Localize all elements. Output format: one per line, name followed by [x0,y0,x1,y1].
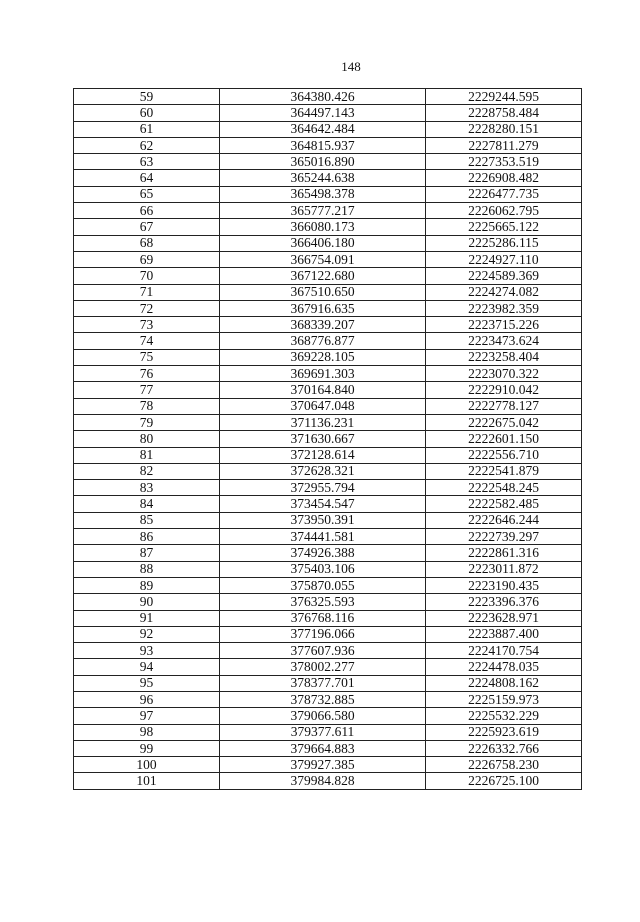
table-row [74,186,582,202]
y-coordinate-cell: 2226332.766 [426,740,582,756]
point-number-cell: 75 [74,349,220,365]
point-number-cell: 101 [74,773,220,789]
table-row [74,626,582,642]
table-row [74,349,582,365]
point-number-cell: 99 [74,740,220,756]
x-coordinate-cell: 364497.143 [220,105,426,121]
point-number-cell: 69 [74,251,220,267]
x-coordinate-cell: 378002.277 [220,659,426,675]
x-coordinate-cell: 370647.048 [220,398,426,414]
table-row [74,170,582,186]
table-row [74,284,582,300]
point-number-cell: 65 [74,186,220,202]
x-coordinate-cell: 368339.207 [220,317,426,333]
point-number-cell: 61 [74,121,220,137]
x-coordinate-cell: 366754.091 [220,251,426,267]
table-row [74,366,582,382]
point-number-cell: 64 [74,170,220,186]
x-coordinate-cell: 378377.701 [220,675,426,691]
point-number-cell: 70 [74,268,220,284]
point-number-cell: 96 [74,691,220,707]
table-row [74,675,582,691]
y-coordinate-cell: 2223396.376 [426,594,582,610]
table-row [74,691,582,707]
x-coordinate-cell: 374441.581 [220,529,426,545]
point-number-cell: 85 [74,512,220,528]
y-coordinate-cell: 2223982.359 [426,300,582,316]
y-coordinate-cell: 2224589.369 [426,268,582,284]
point-number-cell: 82 [74,463,220,479]
x-coordinate-cell: 377196.066 [220,626,426,642]
table-row [74,268,582,284]
y-coordinate-cell: 2223715.226 [426,317,582,333]
x-coordinate-cell: 372955.794 [220,480,426,496]
x-coordinate-cell: 373950.391 [220,512,426,528]
table-row [74,757,582,773]
point-number-cell: 94 [74,659,220,675]
x-coordinate-cell: 366406.180 [220,235,426,251]
y-coordinate-cell: 2225665.122 [426,219,582,235]
point-number-cell: 72 [74,300,220,316]
y-coordinate-cell: 2224808.162 [426,675,582,691]
x-coordinate-cell: 364380.426 [220,89,426,105]
point-number-cell: 78 [74,398,220,414]
y-coordinate-cell: 2222556.710 [426,447,582,463]
x-coordinate-cell: 368776.877 [220,333,426,349]
point-number-cell: 76 [74,366,220,382]
y-coordinate-cell: 2224274.082 [426,284,582,300]
table-row [74,333,582,349]
point-number-cell: 86 [74,529,220,545]
point-number-cell: 92 [74,626,220,642]
y-coordinate-cell: 2222582.485 [426,496,582,512]
y-coordinate-cell: 2225159.973 [426,691,582,707]
point-number-cell: 93 [74,643,220,659]
table-row [74,594,582,610]
y-coordinate-cell: 2223011.872 [426,561,582,577]
table-row [74,724,582,740]
point-number-cell: 71 [74,284,220,300]
point-number-cell: 77 [74,382,220,398]
point-number-cell: 60 [74,105,220,121]
x-coordinate-cell: 364642.484 [220,121,426,137]
x-coordinate-cell: 376325.593 [220,594,426,610]
table-row [74,251,582,267]
point-number-cell: 67 [74,219,220,235]
point-number-cell: 63 [74,154,220,170]
table-row [74,529,582,545]
point-number-cell: 68 [74,235,220,251]
y-coordinate-cell: 2222910.042 [426,382,582,398]
x-coordinate-cell: 372628.321 [220,463,426,479]
x-coordinate-cell: 379984.828 [220,773,426,789]
table-row [74,496,582,512]
point-number-cell: 100 [74,757,220,773]
point-number-cell: 88 [74,561,220,577]
table-row [74,447,582,463]
table-row [74,121,582,137]
y-coordinate-cell: 2222861.316 [426,545,582,561]
y-coordinate-cell: 2223258.404 [426,349,582,365]
point-number-cell: 74 [74,333,220,349]
table-row [74,480,582,496]
y-coordinate-cell: 2222739.297 [426,529,582,545]
table-row [74,317,582,333]
table-row [74,643,582,659]
table-row [74,740,582,756]
point-number-cell: 79 [74,414,220,430]
y-coordinate-cell: 2226725.100 [426,773,582,789]
table-row [74,89,582,105]
point-number-cell: 98 [74,724,220,740]
y-coordinate-cell: 2225532.229 [426,708,582,724]
point-number-cell: 84 [74,496,220,512]
y-coordinate-cell: 2222646.244 [426,512,582,528]
table-row [74,512,582,528]
table-row [74,382,582,398]
x-coordinate-cell: 366080.173 [220,219,426,235]
y-coordinate-cell: 2222548.245 [426,480,582,496]
point-number-cell: 91 [74,610,220,626]
point-number-cell: 80 [74,431,220,447]
coordinates-table [73,88,582,790]
x-coordinate-cell: 370164.840 [220,382,426,398]
x-coordinate-cell: 375403.106 [220,561,426,577]
point-number-cell: 62 [74,137,220,153]
x-coordinate-cell: 379066.580 [220,708,426,724]
point-number-cell: 90 [74,594,220,610]
table-row [74,708,582,724]
x-coordinate-cell: 367510.650 [220,284,426,300]
y-coordinate-cell: 2226477.735 [426,186,582,202]
y-coordinate-cell: 2222601.150 [426,431,582,447]
y-coordinate-cell: 2225923.619 [426,724,582,740]
y-coordinate-cell: 2223070.322 [426,366,582,382]
x-coordinate-cell: 376768.116 [220,610,426,626]
x-coordinate-cell: 379377.611 [220,724,426,740]
table-row [74,137,582,153]
y-coordinate-cell: 2223190.435 [426,577,582,593]
y-coordinate-cell: 2224927.110 [426,251,582,267]
table-row [74,561,582,577]
y-coordinate-cell: 2222541.879 [426,463,582,479]
y-coordinate-cell: 2226062.795 [426,203,582,219]
x-coordinate-cell: 374926.388 [220,545,426,561]
y-coordinate-cell: 2223887.400 [426,626,582,642]
y-coordinate-cell: 2224478.035 [426,659,582,675]
y-coordinate-cell: 2223628.971 [426,610,582,626]
x-coordinate-cell: 367122.680 [220,268,426,284]
y-coordinate-cell: 2227353.519 [426,154,582,170]
table-row [74,300,582,316]
table-row [74,398,582,414]
point-number-cell: 89 [74,577,220,593]
y-coordinate-cell: 2222675.042 [426,414,582,430]
table-row [74,154,582,170]
table-row [74,105,582,121]
x-coordinate-cell: 369228.105 [220,349,426,365]
point-number-cell: 97 [74,708,220,724]
x-coordinate-cell: 364815.937 [220,137,426,153]
x-coordinate-cell: 365016.890 [220,154,426,170]
table-row [74,659,582,675]
table-row [74,203,582,219]
y-coordinate-cell: 2229244.595 [426,89,582,105]
x-coordinate-cell: 379927.385 [220,757,426,773]
table-row [74,577,582,593]
coordinates-table-body [74,89,582,790]
x-coordinate-cell: 369691.303 [220,366,426,382]
table-row [74,463,582,479]
point-number-cell: 81 [74,447,220,463]
point-number-cell: 83 [74,480,220,496]
table-row [74,414,582,430]
x-coordinate-cell: 371630.667 [220,431,426,447]
x-coordinate-cell: 372128.614 [220,447,426,463]
point-number-cell: 95 [74,675,220,691]
x-coordinate-cell: 365498.378 [220,186,426,202]
x-coordinate-cell: 377607.936 [220,643,426,659]
y-coordinate-cell: 2224170.754 [426,643,582,659]
table-row [74,773,582,789]
point-number-cell: 87 [74,545,220,561]
point-number-cell: 66 [74,203,220,219]
table-row [74,545,582,561]
point-number-cell: 73 [74,317,220,333]
x-coordinate-cell: 365777.217 [220,203,426,219]
table-row [74,610,582,626]
y-coordinate-cell: 2222778.127 [426,398,582,414]
table-row [74,219,582,235]
x-coordinate-cell: 367916.635 [220,300,426,316]
x-coordinate-cell: 378732.885 [220,691,426,707]
page-number: 148 [341,59,361,74]
x-coordinate-cell: 375870.055 [220,577,426,593]
x-coordinate-cell: 371136.231 [220,414,426,430]
y-coordinate-cell: 2227811.279 [426,137,582,153]
y-coordinate-cell: 2226758.230 [426,757,582,773]
y-coordinate-cell: 2223473.624 [426,333,582,349]
x-coordinate-cell: 373454.547 [220,496,426,512]
x-coordinate-cell: 365244.638 [220,170,426,186]
y-coordinate-cell: 2225286.115 [426,235,582,251]
point-number-cell: 59 [74,89,220,105]
x-coordinate-cell: 379664.883 [220,740,426,756]
y-coordinate-cell: 2226908.482 [426,170,582,186]
table-row [74,235,582,251]
y-coordinate-cell: 2228758.484 [426,105,582,121]
y-coordinate-cell: 2228280.151 [426,121,582,137]
table-row [74,431,582,447]
